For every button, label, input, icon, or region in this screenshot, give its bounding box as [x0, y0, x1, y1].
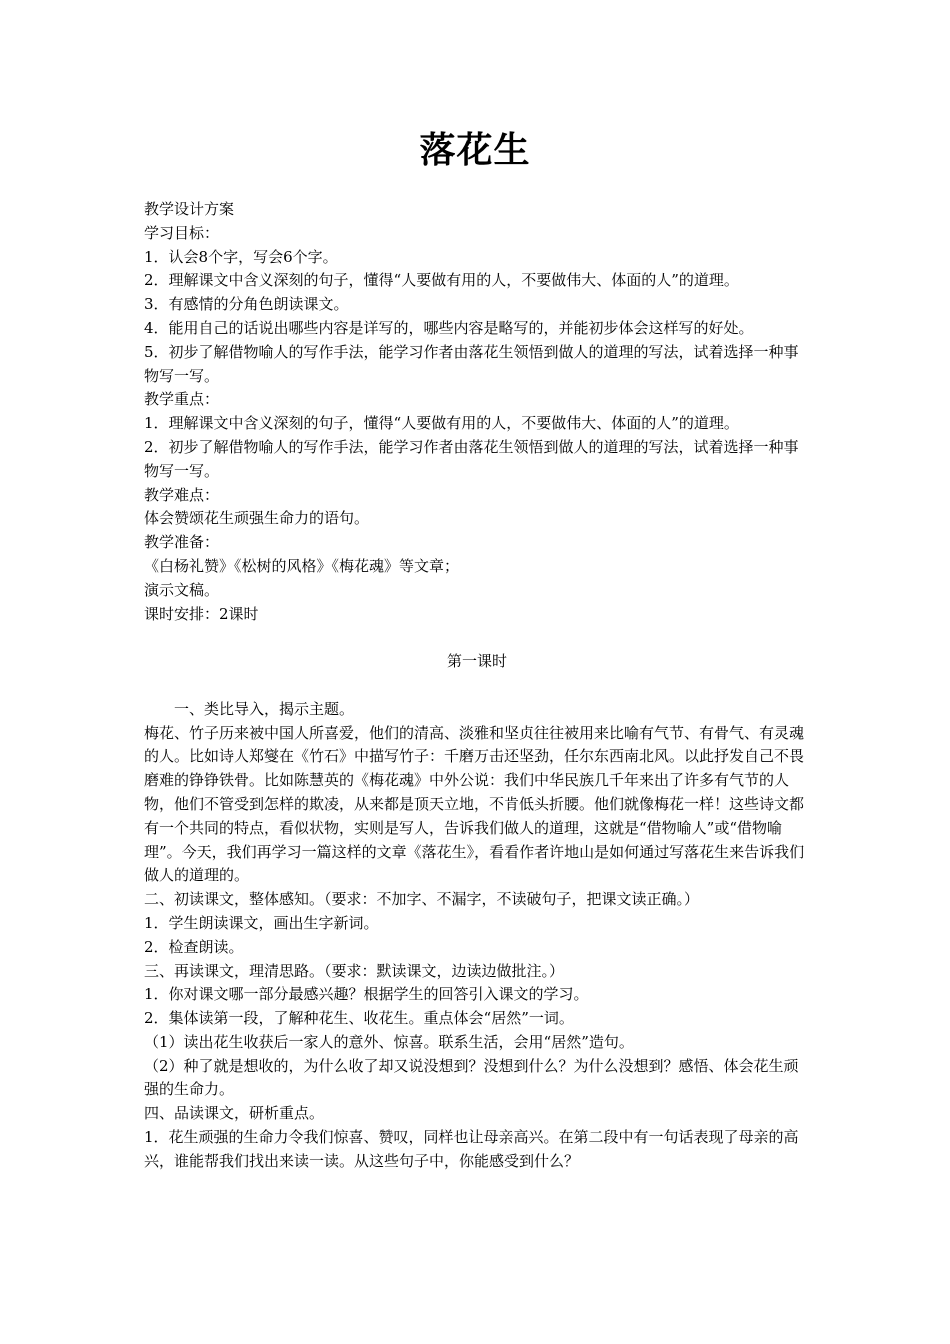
- section-heading: 教学准备：: [144, 533, 220, 552]
- section-heading: 教学重点：: [144, 390, 220, 409]
- list-item: 2．检查朗读。: [144, 937, 244, 956]
- lesson-heading: 第一课时: [446, 652, 507, 671]
- list-item: 1．花生顽强的生命力令我们惊喜、赞叹，同样也让母亲高兴。在第二段中有一句话表现了母亲的高兴，谁能帮我们找出来读一读。从这些句子中，你能感受到什么？: [144, 1128, 799, 1170]
- list-item: 1．你对课文哪一部分最感兴趣？根据学生的回答引入课文的学习。: [144, 985, 589, 1004]
- paragraph: 课时安排：2课时: [144, 604, 259, 623]
- list-item: 1．认会8个字，写会6个字。: [144, 247, 338, 266]
- list-item: 5．初步了解借物喻人的写作手法，能学习作者由落花生领悟到做人的道理的写法，试着选择一种事物写一写。: [144, 342, 799, 385]
- list-item: 4．能用自己的话说出哪些内容是详写的，哪些内容是略写的，并能初步体会这样写的好处。: [144, 318, 754, 337]
- list-item: （1）读出花生收获后一家人的意外、惊喜。联系生活，会用“居然”造句。: [144, 1032, 634, 1051]
- list-item: 2．理解课文中含义深刻的句子，懂得“人要做有用的人，不要做伟大、体面的人”的道理。: [144, 271, 739, 290]
- paragraph: 体会赞颂花生顽强生命力的语句。: [144, 509, 370, 528]
- list-item: （2）种了就是想收的，为什么收了却又说没想到？没想到什么？为什么没想到？感悟、体会花生顽强的生命力。: [144, 1056, 799, 1099]
- section-heading: 三、再读课文，理清思路。（要求：默读课文，边读边做批注。）: [144, 961, 565, 980]
- list-item: 2．初步了解借物喻人的写作手法，能学习作者由落花生领悟到做人的道理的写法，试着选择一种事物写一写。: [144, 437, 799, 480]
- section-heading: 二、初读课文，整体感知。（要求：不加字、不漏字，不读破句子，把课文读正确。）: [144, 890, 700, 909]
- paragraph: 演示文稿。: [144, 580, 220, 599]
- paragraph: 《白杨礼赞》《松树的风格》《梅花魂》等文章；: [144, 556, 460, 575]
- section-heading: 教学难点：: [144, 485, 220, 504]
- section-heading: 一、类比导入，揭示主题。: [174, 699, 355, 718]
- document-title: 落花生: [419, 130, 531, 171]
- section-heading: 学习目标：: [144, 223, 220, 242]
- document-body: [144, 198, 810, 1174]
- paragraph: 梅花、竹子历来被中国人所喜爱，他们的清高、淡雅和坚贞往往被用来比喻有气节、有骨气、有灵魂的人。比如诗人郑燮在《竹石》中描写竹子：千磨万击还坚劲，任尔东西南北风。以此抒发自己不畏磨难的铮铮铁骨。比如陈慧英的《梅花魂》中外公说：我们中华民族几千年来出了许多有气节的人物，他们不管受到怎样的欺凌，从来都是顶天立地，不肯低头折腰。他们就像梅花一样！这些诗文都有一个共同的特点，看似状物，实则是写人，告诉我们做人的道理，这就是“借物喻人”或“借物喻理”。今天，我们再学习一篇这样的文章《落花生》，看看作者许地山是如何通过写落花生来告诉我们做人的道理的。: [144, 723, 805, 885]
- section-heading: 四、品读课文，研析重点。: [144, 1104, 325, 1123]
- list-item: 1．学生朗读课文，画出生字新词。: [144, 913, 379, 932]
- list-item: 2．集体读第一段，了解种花生、收花生。重点体会“居然”一词。: [144, 1009, 574, 1028]
- list-item: 1．理解课文中含义深刻的句子，懂得“人要做有用的人，不要做伟大、体面的人”的道理。: [144, 414, 739, 433]
- list-item: 3．有感情的分角色朗读课文。: [144, 295, 349, 314]
- section-heading: 教学设计方案: [144, 200, 235, 218]
